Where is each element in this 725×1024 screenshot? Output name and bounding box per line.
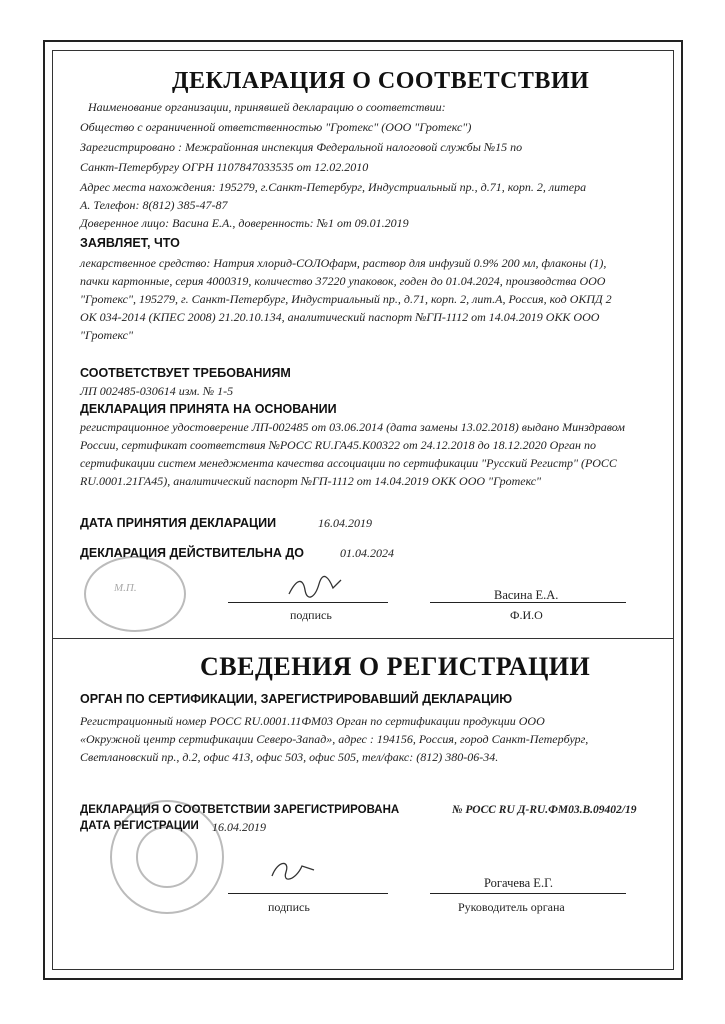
certification-stamp-inner (136, 826, 198, 888)
org-line: Общество с ограниченной ответственностью "Гротекс" (ООО "Гротекс") (80, 120, 472, 134)
declaration-title: ДЕКЛАРАЦИЯ О СООТВЕТСТВИИ (172, 68, 590, 94)
org-line: Санкт-Петербургу ОГРН 1107847033535 от 12.02.2010 (80, 160, 369, 174)
org-line: Доверенное лицо: Васина Е.А., доверенность: №1 от 09.01.2019 (80, 216, 409, 230)
claims-line: лекарственное средство: Натрия хлорид-СОЛОфарм, раствор для инфузий 0.9% 200 мл, флаконы (1), (80, 256, 607, 270)
fio-label: Ф.И.О (510, 608, 543, 622)
complies-text: ЛП 002485-030614 изм. № 1-5 (80, 384, 234, 398)
registration-body-line: Регистрационный номер РОСС RU.0001.11ФМ03 Орган по сертификации продукции ООО (80, 714, 545, 728)
claims-heading: ЗАЯВЛЯЕТ, ЧТО (80, 236, 180, 250)
registration-body-line: Светлановский пр., д.2, офис 413, офис 503, офис 505, тел/факс: (812) 380-06-34. (80, 750, 499, 764)
signature-line (228, 602, 388, 603)
org-line: А. Телефон: 8(812) 385-47-87 (80, 198, 228, 212)
registration-body-heading: ОРГАН ПО СЕРТИФИКАЦИИ, ЗАРЕГИСТРИРОВАВШИЙ ДЕКЛАРАЦИЮ (80, 692, 513, 706)
fio-line (430, 602, 626, 603)
registered-number: № РОСС RU Д-RU.ФМ03.В.09402/19 (452, 804, 637, 816)
registered-label: ДЕКЛАРАЦИЯ О СООТВЕТСТВИИ ЗАРЕГИСТРИРОВАНА (80, 804, 400, 816)
reg-date-label: ДАТА РЕГИСТРАЦИИ (80, 820, 199, 832)
claims-line: пачки картонные, серия 4000319, количество 37220 упаковок, годен до 01.04.2024, производства ООО (80, 274, 606, 288)
signature-label: подпись (290, 608, 332, 622)
claims-line: ОК 034-2014 (КПЕС 2008) 21.20.10.134, аналитический паспорт №ГП-1112 от 14.04.2019 ОКК ООО (80, 310, 600, 324)
claims-line: "Гротекс" (80, 328, 134, 342)
registration-body-line: «Окружной центр сертификации Северо-Запад», адрес : 194156, Россия, город Санкт-Петербург, (80, 732, 589, 746)
company-stamp (84, 556, 186, 632)
stamp-mp: М.П. (114, 582, 137, 594)
valid-until-value: 01.04.2024 (340, 546, 394, 560)
date-accepted-label: ДАТА ПРИНЯТИЯ ДЕКЛАРАЦИИ (80, 516, 277, 530)
basis-line: регистрационное удостоверение ЛП-002485 от 03.06.2014 (дата замены 13.02.2018) выдано Минздравом (80, 420, 625, 434)
valid-until-label: ДЕКЛАРАЦИЯ ДЕЙСТВИТЕЛЬНА ДО (80, 546, 304, 560)
org-line: Адрес места нахождения: 195279, г.Санкт-Петербург, Индустриальный пр., д.71, корп. 2, литера (80, 180, 587, 194)
reg-date-value: 16.04.2019 (212, 820, 266, 834)
basis-line: России, сертификат соответствия №РОСС RU.ГА45.К00322 от 24.12.2018 до 18.12.2020 Орган по (80, 438, 596, 452)
org-line: Зарегистрировано : Межрайонная инспекция Федеральной налоговой службы №15 по (80, 140, 523, 154)
complies-heading: СООТВЕТСТВУЕТ ТРЕБОВАНИЯМ (80, 366, 291, 380)
head-name-line (430, 893, 626, 894)
basis-line: RU.0001.21ГА45), аналитический паспорт №ГП-1112 от 14.04.2019 ОКК ООО "Гротекс" (80, 474, 542, 488)
claims-line: "Гротекс", 195279, г. Санкт-Петербург, Индустриальный пр., д.71, корп. 2, лит.А, Россия, код ОКПД 2 (80, 292, 612, 306)
basis-heading: ДЕКЛАРАЦИЯ ПРИНЯТА НА ОСНОВАНИИ (80, 402, 337, 416)
section-divider (52, 638, 674, 639)
head-signature-label: подпись (268, 900, 310, 914)
head-name: Рогачева Е.Г. (484, 876, 554, 890)
head-signature-scribble (268, 856, 318, 884)
signature-scribble (285, 572, 345, 602)
org-intro: Наименование организации, принявшей декларацию о соответствии: (88, 100, 446, 114)
registration-title: СВЕДЕНИЯ О РЕГИСТРАЦИИ (200, 652, 591, 681)
head-label: Руководитель органа (458, 900, 565, 914)
signer-name: Васина Е.А. (494, 588, 559, 602)
basis-line: сертификации систем менеджмента качества ассоциации по сертификации "Русский Регистр" (РОСС (80, 456, 617, 470)
head-signature-line (228, 893, 388, 894)
date-accepted-value: 16.04.2019 (318, 516, 372, 530)
